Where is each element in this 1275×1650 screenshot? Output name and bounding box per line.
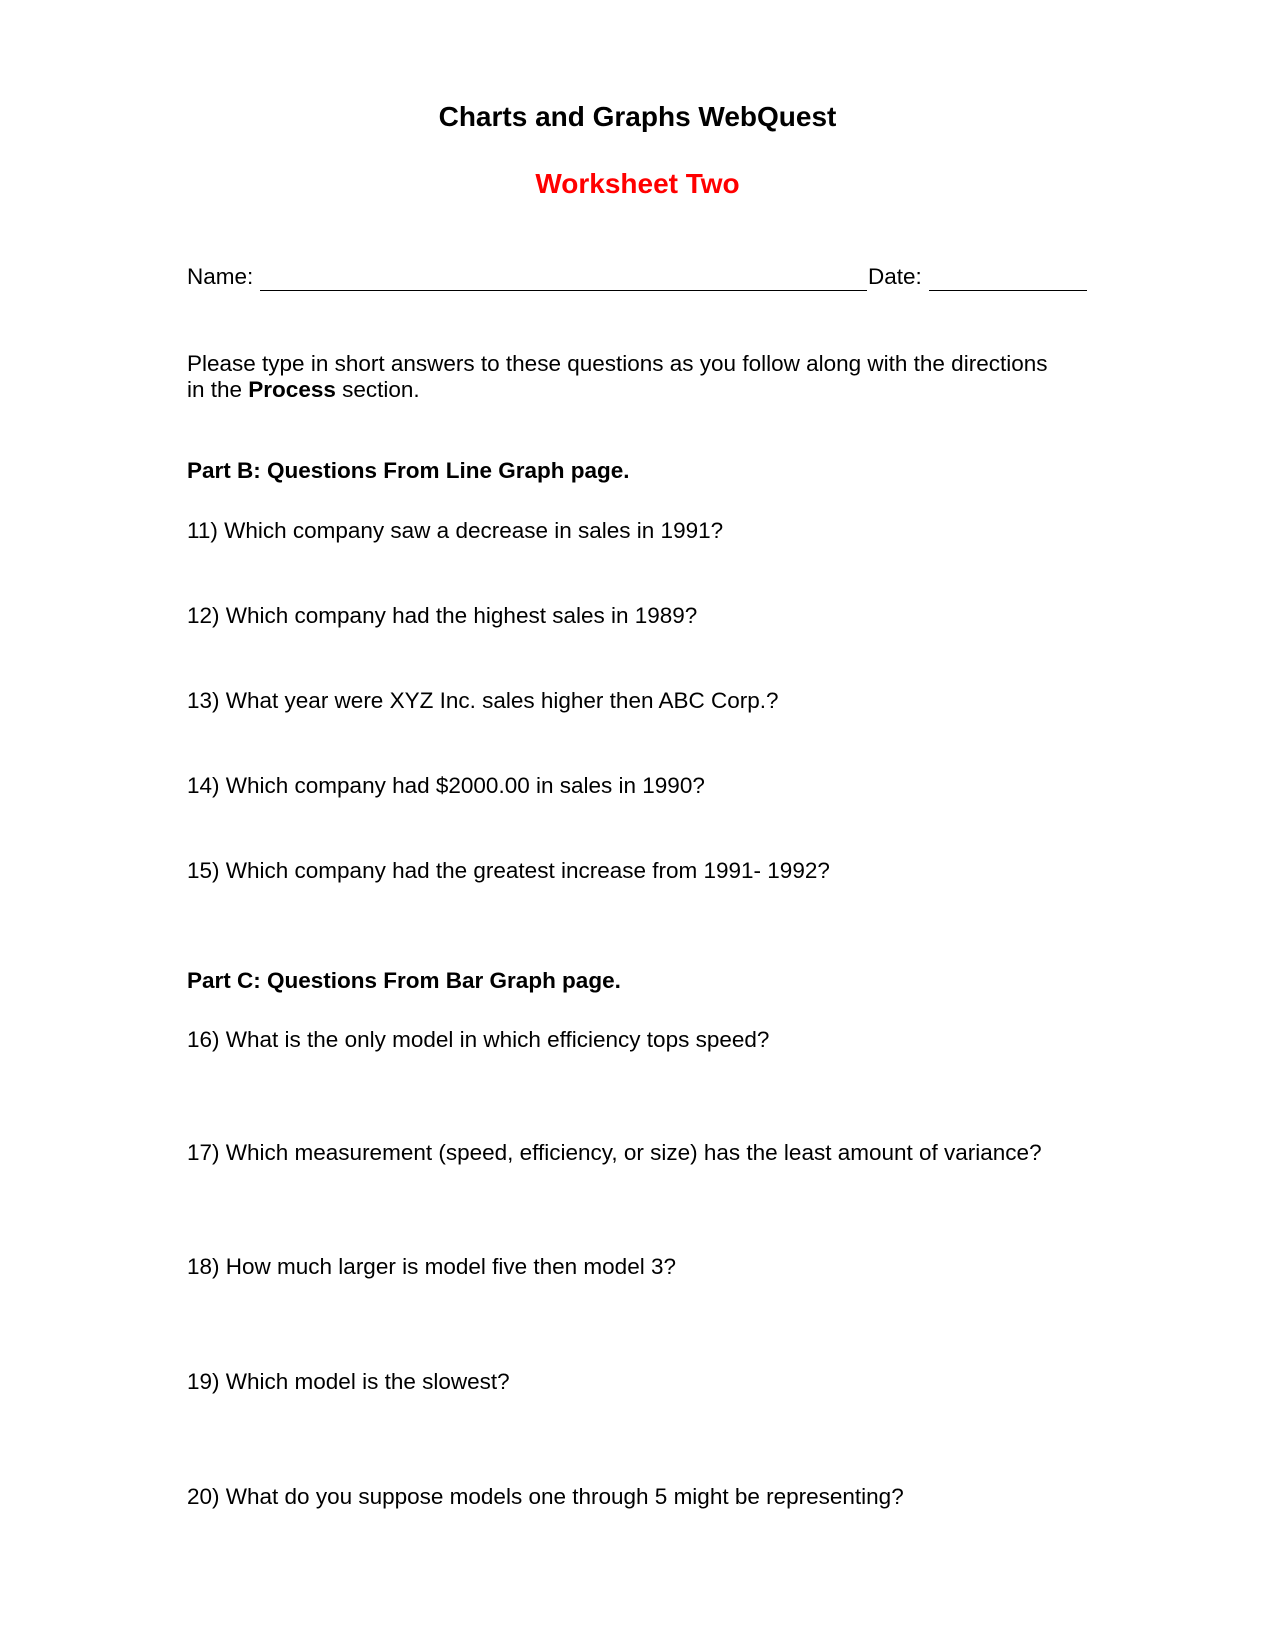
question-14: 14) Which company had $2000.00 in sales in 1990? <box>187 773 705 798</box>
part-b-heading: Part B: Questions From Line Graph page. <box>187 458 630 483</box>
name-label: Name: <box>187 264 254 289</box>
question-19: 19) Which model is the slowest? <box>187 1369 510 1394</box>
page-title: Charts and Graphs WebQuest <box>438 101 837 132</box>
instructions-text: Please type in short answers to these questions as you follow along with the directions in the <box>187 351 1048 402</box>
name-field[interactable] <box>260 290 867 291</box>
question-20: 20) What do you suppose models one through 5 might be representing? <box>187 1484 904 1509</box>
question-18: 18) How much larger is model five then model 3? <box>187 1254 676 1279</box>
date-field[interactable] <box>929 290 1087 291</box>
question-16: 16) What is the only model in which efficiency tops speed? <box>187 1027 770 1052</box>
question-12: 12) Which company had the highest sales in 1989? <box>187 603 698 628</box>
question-13: 13) What year were XYZ Inc. sales higher then ABC Corp.? <box>187 688 779 713</box>
instructions <box>187 351 1067 403</box>
part-c-heading: Part C: Questions From Bar Graph page. <box>187 968 621 993</box>
question-11: 11) Which company saw a decrease in sales in 1991? <box>187 518 724 543</box>
page-subtitle: Worksheet Two <box>535 168 740 199</box>
question-15: 15) Which company had the greatest increase from 1991- 1992? <box>187 858 830 883</box>
question-17: 17) Which measurement (speed, efficiency, or size) has the least amount of variance? <box>187 1140 1042 1165</box>
instructions-tail: section. <box>335 377 420 402</box>
date-label: Date: <box>868 264 922 289</box>
instructions-process-link-text: Process <box>248 377 336 402</box>
